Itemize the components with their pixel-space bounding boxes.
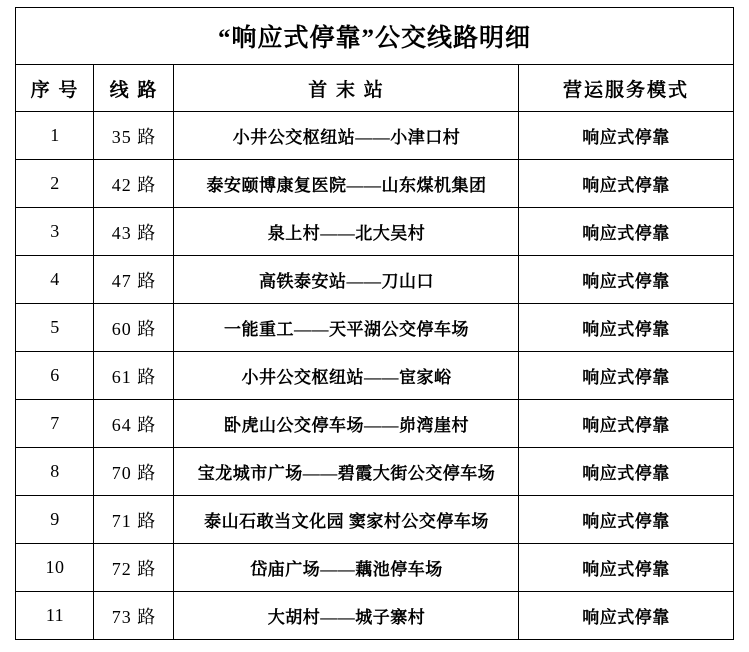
cell-no: 5 — [16, 304, 94, 352]
cell-no: 3 — [16, 208, 94, 256]
table-row — [16, 448, 733, 496]
cell-no: 7 — [16, 400, 94, 448]
cell-route: 一能重工——天平湖公交停车场 — [174, 304, 519, 352]
cell-line: 71 路 — [94, 496, 174, 544]
cell-line: 72 路 — [94, 544, 174, 592]
bus-route-table — [15, 7, 733, 640]
cell-route: 宝龙城市广场——碧霞大街公交停车场 — [174, 448, 519, 496]
table-row — [16, 304, 733, 352]
table-row — [16, 256, 733, 304]
cell-line: 60 路 — [94, 304, 174, 352]
cell-mode: 响应式停靠 — [519, 352, 733, 400]
cell-no: 10 — [16, 544, 94, 592]
table-row — [16, 160, 733, 208]
page-title: “响应式停靠”公交线路明细 — [16, 8, 733, 65]
column-header-line: 线 路 — [94, 65, 174, 112]
column-header-mode: 营运服务模式 — [519, 65, 733, 112]
cell-mode: 响应式停靠 — [519, 256, 733, 304]
cell-route: 高铁泰安站——刀山口 — [174, 256, 519, 304]
cell-route: 卧虎山公交停车场——峁湾崖村 — [174, 400, 519, 448]
cell-no: 2 — [16, 160, 94, 208]
cell-line: 70 路 — [94, 448, 174, 496]
cell-mode: 响应式停靠 — [519, 112, 733, 160]
column-header-route: 首 末 站 — [174, 65, 519, 112]
cell-line: 73 路 — [94, 592, 174, 640]
table-row — [16, 544, 733, 592]
cell-mode: 响应式停靠 — [519, 160, 733, 208]
table-header-row — [16, 65, 733, 112]
cell-no: 1 — [16, 112, 94, 160]
cell-line: 64 路 — [94, 400, 174, 448]
cell-mode: 响应式停靠 — [519, 592, 733, 640]
cell-route: 小井公交枢纽站——宦家峪 — [174, 352, 519, 400]
cell-mode: 响应式停靠 — [519, 448, 733, 496]
cell-route: 大胡村——城子寨村 — [174, 592, 519, 640]
cell-mode: 响应式停靠 — [519, 208, 733, 256]
cell-mode: 响应式停靠 — [519, 304, 733, 352]
table-row — [16, 112, 733, 160]
cell-line: 35 路 — [94, 112, 174, 160]
cell-line: 61 路 — [94, 352, 174, 400]
table-row — [16, 400, 733, 448]
document-page — [0, 7, 749, 652]
cell-no: 11 — [16, 592, 94, 640]
cell-mode: 响应式停靠 — [519, 400, 733, 448]
cell-mode: 响应式停靠 — [519, 496, 733, 544]
table-body — [16, 8, 733, 640]
cell-route: 泰山石敢当文化园 窦家村公交停车场 — [174, 496, 519, 544]
cell-no: 6 — [16, 352, 94, 400]
cell-route: 泰安颐博康复医院——山东煤机集团 — [174, 160, 519, 208]
table-row — [16, 208, 733, 256]
table-title-row — [16, 8, 733, 65]
table-row — [16, 496, 733, 544]
column-header-no: 序 号 — [16, 65, 94, 112]
cell-line: 43 路 — [94, 208, 174, 256]
cell-line: 42 路 — [94, 160, 174, 208]
cell-no: 4 — [16, 256, 94, 304]
cell-mode: 响应式停靠 — [519, 544, 733, 592]
cell-no: 8 — [16, 448, 94, 496]
cell-no: 9 — [16, 496, 94, 544]
table-row — [16, 592, 733, 640]
cell-route: 岱庙广场——藕池停车场 — [174, 544, 519, 592]
table-row — [16, 352, 733, 400]
cell-route: 泉上村——北大吴村 — [174, 208, 519, 256]
cell-line: 47 路 — [94, 256, 174, 304]
cell-route: 小井公交枢纽站——小津口村 — [174, 112, 519, 160]
